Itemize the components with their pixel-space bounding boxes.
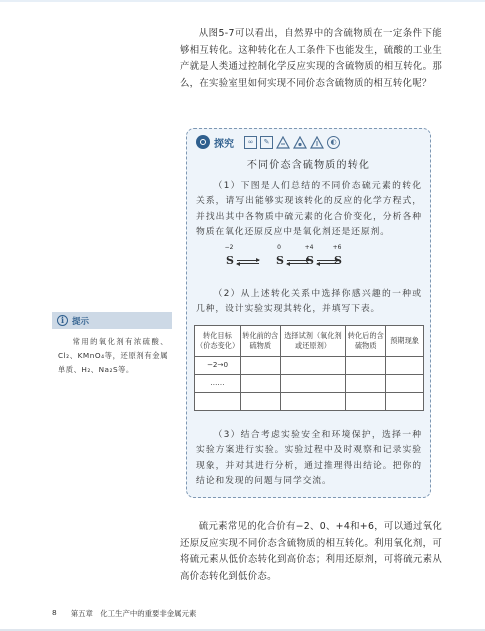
- sulfur-species-1: S: [226, 254, 234, 267]
- table-cell: [346, 357, 386, 375]
- table-cell: [240, 375, 280, 393]
- page-footer: [52, 608, 196, 619]
- pencil-icon: ✎: [260, 136, 273, 149]
- table-header: 转化目标（价态变化）: [195, 326, 241, 357]
- equilibrium-arrow-icon: [237, 259, 259, 265]
- inquiry-title: 不同价态含硫物质的转化: [246, 160, 371, 171]
- table-cell: [240, 393, 280, 411]
- inquiry-step-3: （3）结合考虑实验安全和环境保护，选择一种实验方案进行实验。实验过程中及时观察和记录实验现象，并对其进行分析，通过推理得出结论。把你的结论和发现的问题与同学交流。: [196, 430, 422, 486]
- inquiry-step-icons: [244, 136, 340, 149]
- table-row: [195, 393, 424, 411]
- table-header: 转化前的含硫物质: [240, 326, 280, 357]
- tip-header: [52, 312, 172, 329]
- info-icon: i: [57, 315, 68, 326]
- sulfur-species-4: S: [334, 254, 342, 267]
- table-cell: [240, 357, 280, 375]
- table-cell: [346, 393, 386, 411]
- flask-icon: [276, 136, 290, 149]
- table-row: [195, 357, 424, 375]
- glasses-icon: ∞: [244, 136, 257, 149]
- oxidation-state-3: +4: [304, 244, 314, 251]
- table-cell: [346, 375, 386, 393]
- table-header: 转化后的含硫物质: [346, 326, 386, 357]
- conclusion-paragraph: 硫元素常见的化合价有−2、0、+4和+6，可以通过氧化还原反应实现不同价态含硫物质的相互转化。利用氧化剂，可将硫元素从低价态转化到高价态；利用还原剂，可将硫元素从高价态转化到低价态。: [180, 521, 442, 582]
- table-cell: [386, 375, 424, 393]
- oxidation-state-2: 0: [277, 244, 281, 251]
- table-cell: ……: [195, 375, 241, 393]
- sulfur-species-2: S: [276, 254, 284, 267]
- discussion-icon: [310, 136, 324, 149]
- oxidation-state-1: −2: [224, 244, 234, 251]
- table-cell: [195, 393, 241, 411]
- table-header: 选择试剂（氧化剂或还原剂）: [280, 326, 346, 357]
- summary-icon: ◐: [327, 136, 340, 149]
- tip-box: [52, 312, 172, 377]
- oxidation-state-4: +6: [332, 244, 342, 251]
- experiment-icon: [293, 136, 307, 149]
- table-header: 预期现象: [386, 326, 424, 357]
- sulfur-species-3: S: [306, 254, 314, 267]
- inquiry-step-1: （1）下图是人们总结的不同价态硫元素的转化关系，请写出能够实现该转化的反应的化学方程式，并找出其中各物质中硫元素的化合价变化，分析各种物质在氧化还原反应中是氧化剂还是还原剂。: [196, 181, 422, 237]
- top-border: [0, 0, 485, 2]
- table-cell: [386, 393, 424, 411]
- table-cell: [280, 357, 346, 375]
- page-number: 8: [52, 608, 57, 617]
- table-cell: [280, 393, 346, 411]
- inquiry-header: [196, 134, 340, 150]
- table-row: [195, 375, 424, 393]
- experiment-table: [194, 325, 424, 411]
- table-cell: −2→0: [195, 357, 241, 375]
- table-cell: [280, 375, 346, 393]
- inquiry-label: 探究: [214, 138, 234, 150]
- sulfur-conversion-chain: [226, 244, 386, 270]
- tip-label: 提示: [72, 316, 90, 327]
- table-header-row: [195, 326, 424, 357]
- inquiry-icon: [196, 135, 210, 149]
- chapter-title: 第五章 化工生产中的重要非金属元素: [70, 609, 197, 618]
- table-cell: [386, 357, 424, 375]
- intro-paragraph: 从图5-7可以看出，自然界中的含硫物质在一定条件下能够相互转化。这种转化在人工条件下也能发生，硫酸的工业生产就是人类通过控制化学反应实现的含硫物质的相互转化。那么，在实验室里如何实现不同价态含硫物质的相互转化呢？: [180, 28, 442, 89]
- tip-text: 常用的氧化剂有浓硫酸、Cl₂、KMnO₄等，还原剂有金属单质、H₂、Na₂S等。: [58, 337, 168, 374]
- inquiry-step-2: （2）从上述转化关系中选择你感兴趣的一种或几种，设计实验实现其转化，并填写下表。: [196, 289, 422, 315]
